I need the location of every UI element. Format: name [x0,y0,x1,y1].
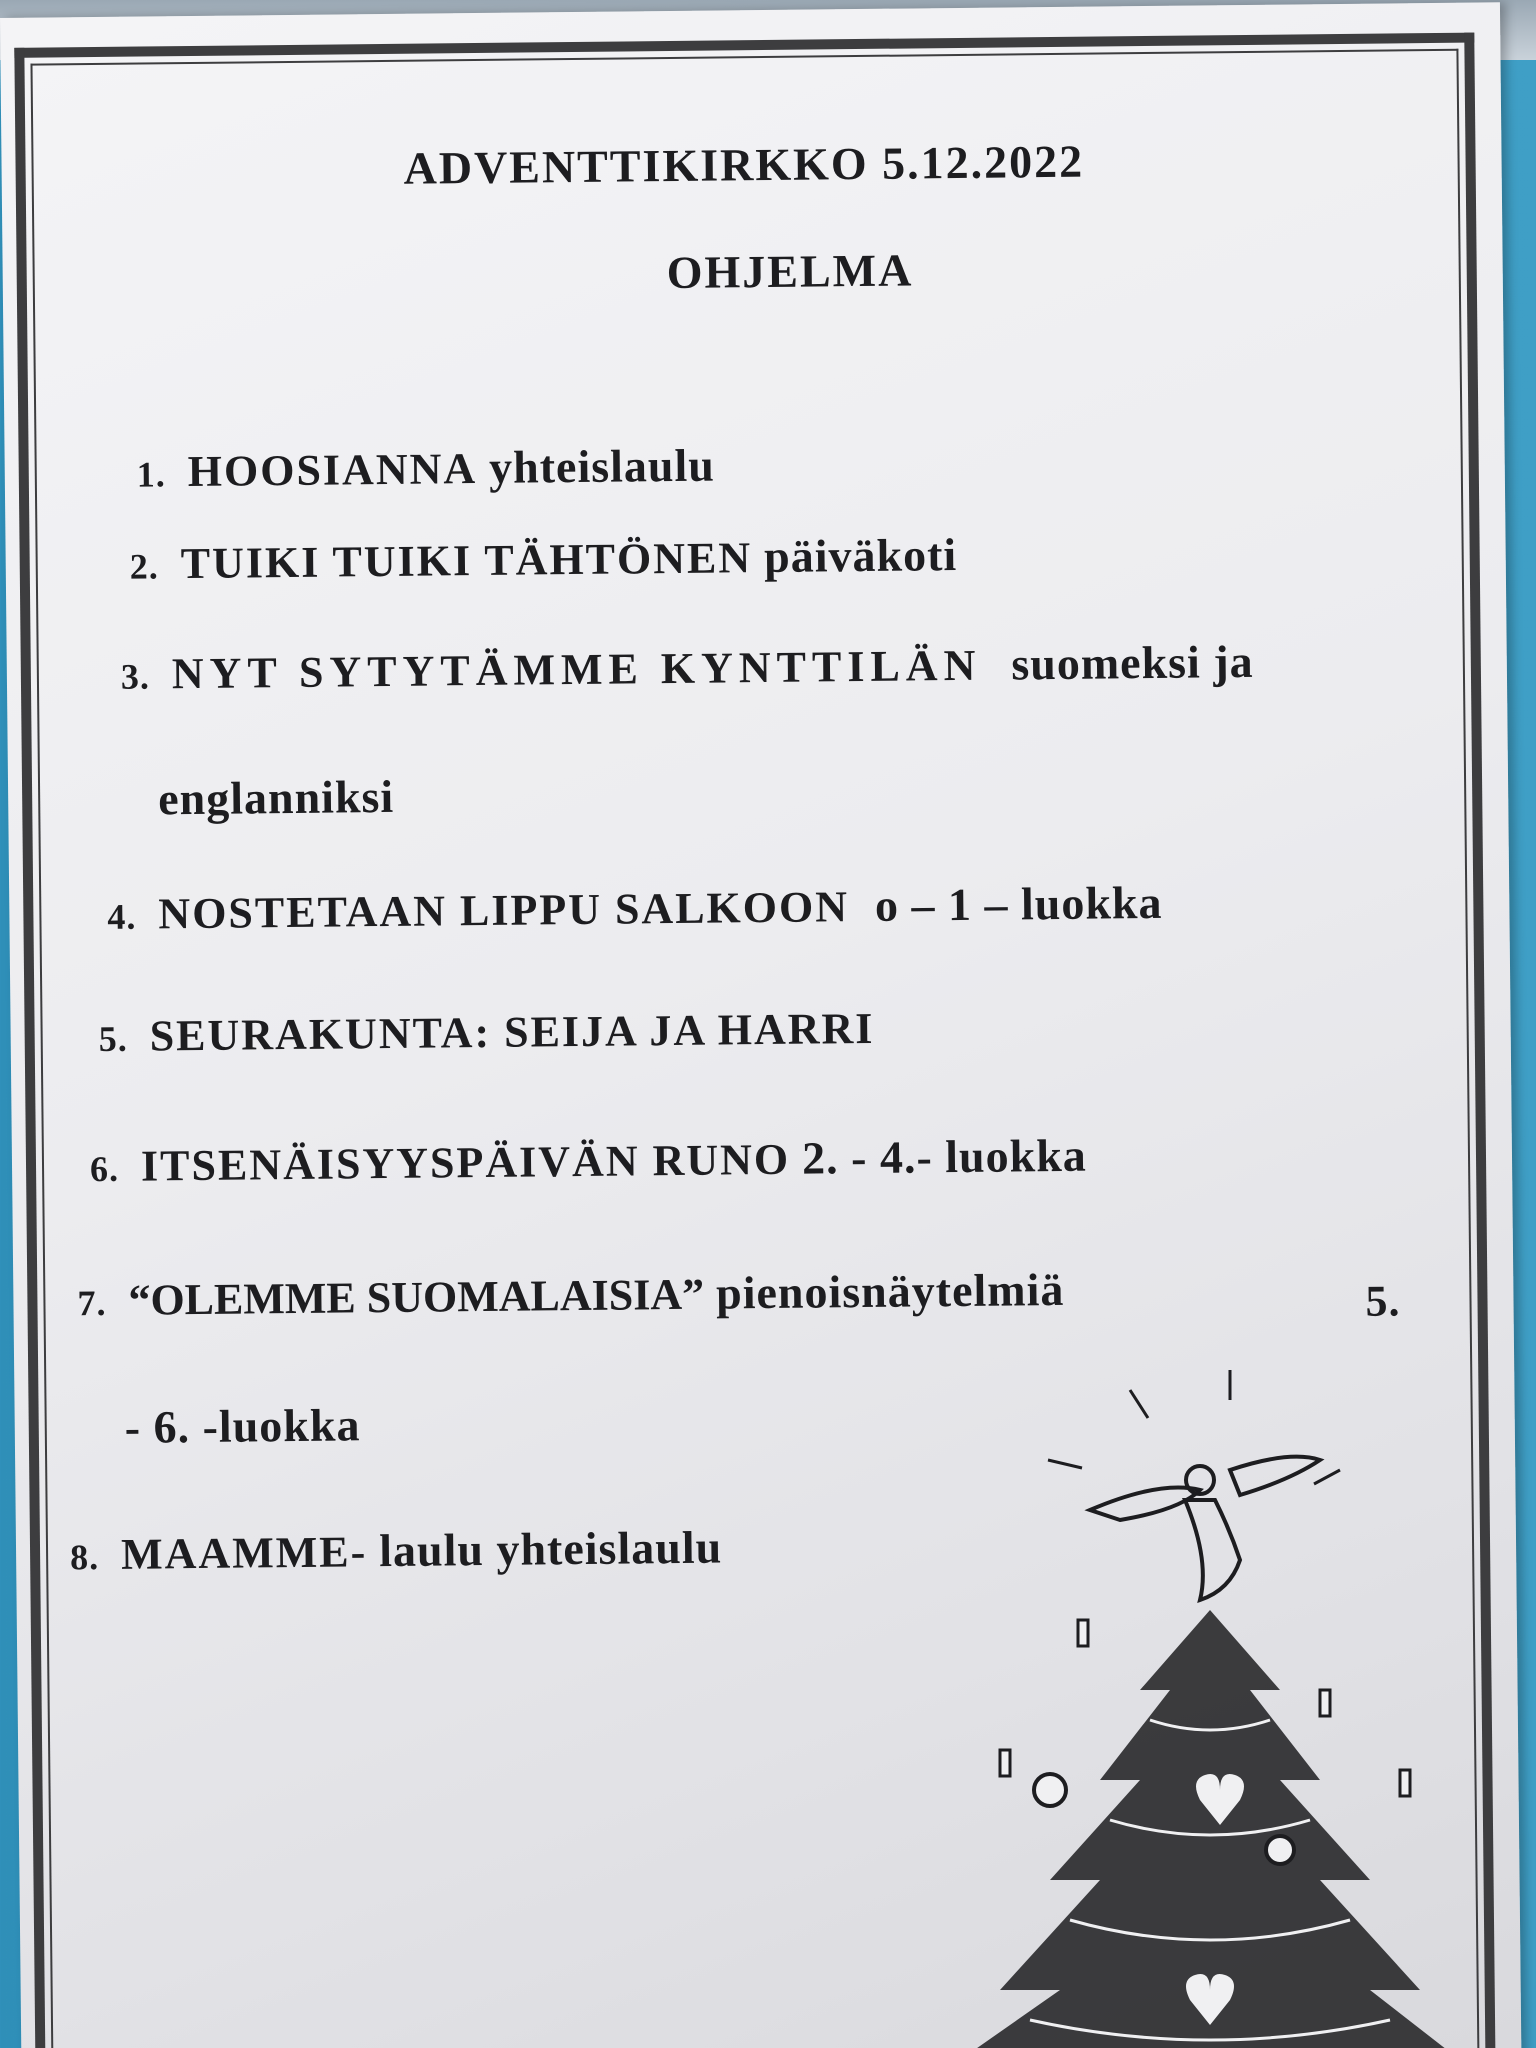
program-item-3-continued [158,770,395,825]
document-title: ADVENTTIKIRKKO 5.12.2022 [403,135,1085,194]
item-number: 5. [98,1018,128,1060]
program-item-3 [121,635,1254,700]
item-description: 2. - 4.- luokka [801,1129,1088,1184]
item-description-continued: - 6. -luokka [124,1399,361,1453]
christmas-tree-illustration [900,1360,1460,2048]
item-title: TUIKI TUIKI TÄHTÖNEN [180,533,753,589]
document-subtitle: OHJELMA [666,244,914,299]
item-number: 7. [77,1282,107,1324]
item-trailing-number: 5. [1365,1276,1401,1326]
item-description: pienoisnäytelmiä [715,1263,1065,1319]
item-number: 8. [69,1537,100,1578]
program-item-7-continued [124,1398,360,1453]
item-title: HOOSIANNA [187,444,478,497]
program-item-2 [129,528,957,590]
item-number: 4. [107,896,137,937]
tree-body [960,1610,1460,2048]
item-title: “OLEMME SUOMALAISIA” [128,1269,705,1325]
item-number: 2. [129,546,159,587]
item-title: NOSTETAAN LIPPU SALKOON [158,882,850,939]
program-item-5 [98,1003,874,1062]
item-title: SEURAKUNTA: SEIJA JA HARRI [149,1003,875,1061]
item-number: 3. [120,656,151,697]
item-description: laulu yhteislaulu [378,1521,723,1577]
program-item-8 [70,1521,723,1581]
program-item-7-number-continued [1365,1275,1401,1326]
item-title: MAAMME- [120,1527,368,1579]
angel-figure [1090,1457,1320,1600]
item-number: 1. [136,454,166,495]
item-description: suomeksi ja [1011,635,1254,690]
item-description: o – 1 – luokka [874,876,1163,931]
item-title: NYT SYTYTÄMME KYNTTILÄN [171,640,982,699]
item-title: ITSENÄISYYSPÄIVÄN RUNO [140,1134,791,1191]
item-description: yhteislaulu [488,439,716,493]
item-description: päiväkoti [763,529,958,583]
program-item-1 [136,439,715,498]
program-item-7 [77,1263,1064,1326]
program-item-4 [107,876,1163,940]
item-number: 6. [89,1148,120,1190]
item-description-continued: englanniksi [157,770,395,825]
program-item-6 [90,1129,1087,1192]
